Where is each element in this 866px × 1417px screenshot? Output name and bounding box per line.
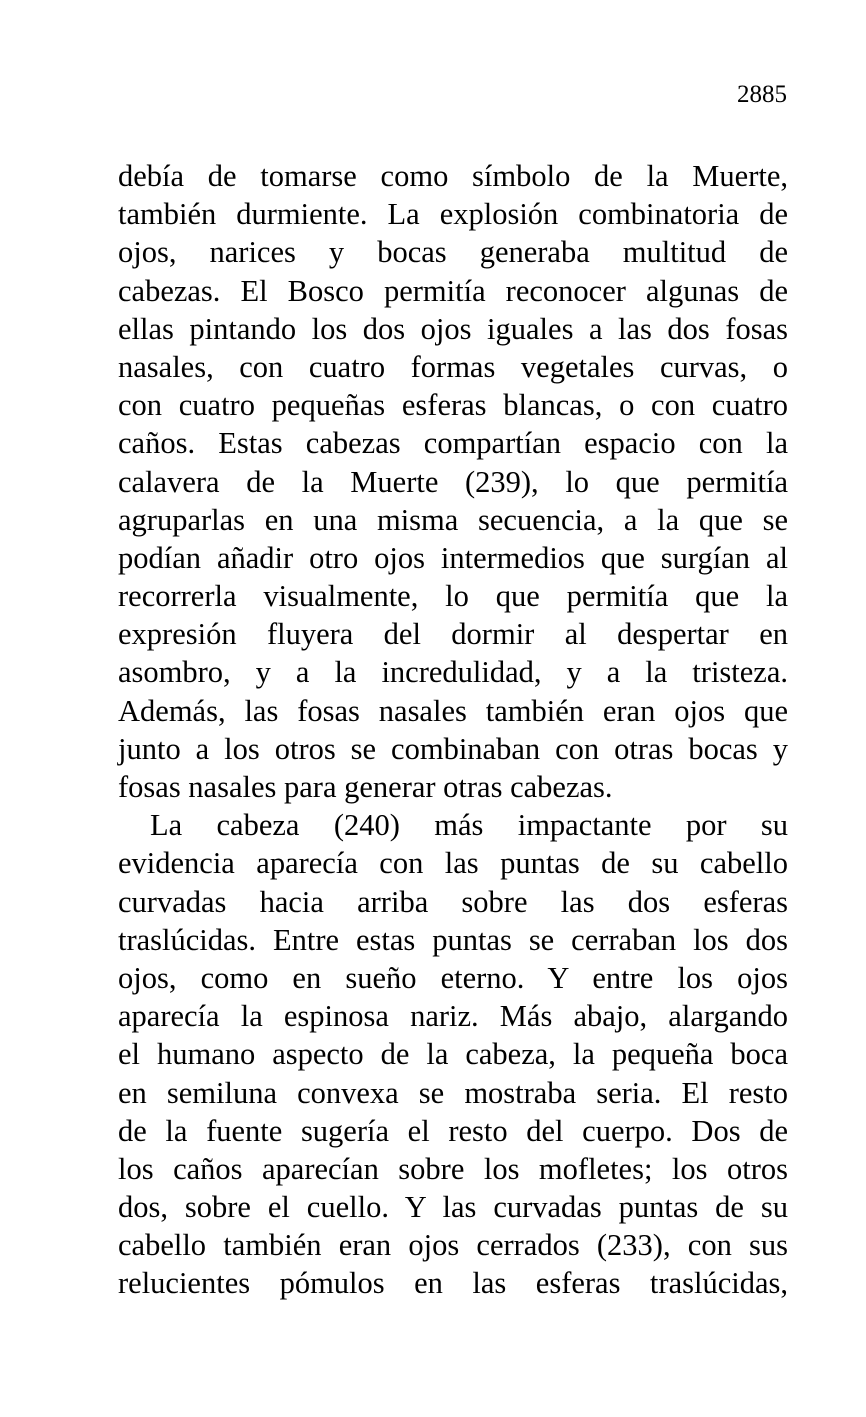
text-line: relucientes pómulos en las esferas traslúcidas, — [118, 1266, 788, 1301]
text-line: ellas pintando los dos ojos iguales a las dos fosas — [118, 311, 788, 346]
text-line: caños. Estas cabezas compartían espacio con la — [118, 426, 788, 461]
text-line: cabezas. El Bosco permitía reconocer algunas de — [118, 273, 788, 308]
text-line: curvadas hacia arriba sobre las dos esferas — [118, 884, 788, 919]
text-line: los caños aparecían sobre los mofletes; los otros — [118, 1151, 788, 1186]
text-line: podían añadir otro ojos intermedios que surgían al — [118, 540, 788, 575]
text-line: de la fuente sugería el resto del cuerpo. Dos de — [118, 1113, 788, 1148]
text-line: debía de tomarse como símbolo de la Muerte, — [118, 159, 788, 193]
text-line: fosas nasales para generar otras cabezas. — [118, 770, 613, 804]
body-text — [118, 157, 788, 1303]
text-line: en semiluna convexa se mostraba seria. El resto — [118, 1075, 788, 1110]
text-line: junto a los otros se combinaban con otras bocas y — [118, 731, 788, 766]
text-line: evidencia aparecía con las puntas de su cabello — [118, 846, 788, 881]
text-line: traslúcidas. Entre estas puntas se cerraban los dos — [118, 922, 788, 957]
text-line: con cuatro pequeñas esferas blancas, o con cuatro — [118, 388, 788, 423]
text-line: recorrerla visualmente, lo que permitía que la — [118, 579, 788, 614]
text-line: dos, sobre el cuello. Y las curvadas puntas de su — [118, 1190, 788, 1225]
text-line: el humano aspecto de la cabeza, la pequeña boca — [118, 1037, 788, 1072]
text-line: expresión fluyera del dormir al despertar en — [118, 617, 788, 652]
text-line: asombro, y a la incredulidad, y a la tristeza. — [118, 655, 788, 690]
text-line: también durmiente. La explosión combinatoria de — [118, 197, 788, 232]
text-line: ojos, como en sueño eterno. Y entre los ojos — [118, 960, 788, 995]
paragraph-2 — [118, 806, 788, 1302]
text-line: calavera de la Muerte (239), lo que permitía — [118, 464, 788, 499]
text-line: Además, las fosas nasales también eran ojos que — [118, 693, 788, 728]
text-line: cabello también eran ojos cerrados (233), con sus — [118, 1228, 788, 1263]
text-line: ojos, narices y bocas generaba multitud de — [118, 235, 788, 270]
text-line: La cabeza (240) más impactante por su — [150, 808, 788, 843]
text-line: nasales, con cuatro formas vegetales curvas, o — [118, 349, 788, 384]
paragraph-1 — [118, 157, 788, 806]
text-line: agruparlas en una misma secuencia, a la que se — [118, 502, 788, 537]
text-line: aparecía la espinosa nariz. Más abajo, alargando — [118, 999, 788, 1034]
page-number: 2885 — [737, 81, 787, 108]
